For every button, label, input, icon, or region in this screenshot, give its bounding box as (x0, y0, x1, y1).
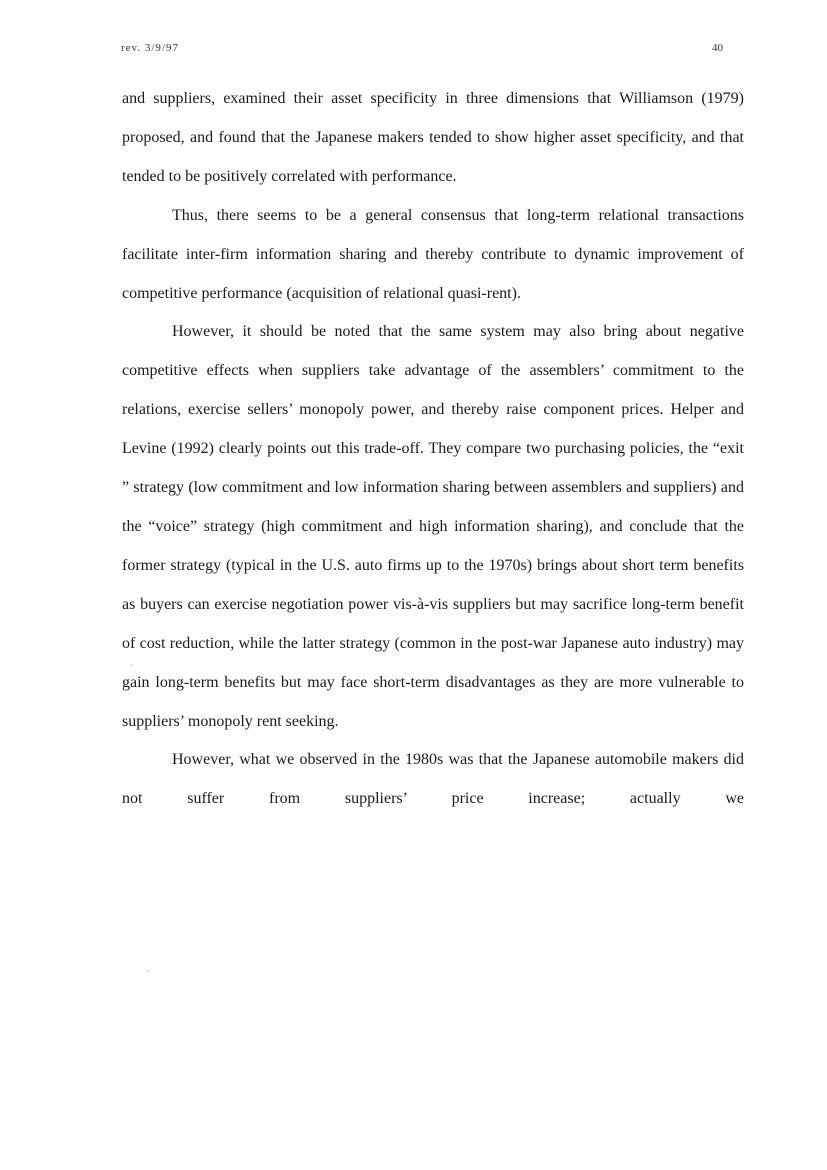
paragraph-observation: However, what we observed in the 1980s was that the Japanese automobile makers did not suffer from suppliers’ price increase; actually we (122, 751, 744, 808)
paragraph-tradeoff: However, it should be noted that the same system may also bring about negative competitive effects when suppliers take advantage of the assemblers’ commitment to the relations, exercise sellers’ monopoly power, and thereby raise component prices. Helper and Levine (1992) clearly points out this trade-off. They compare two purchasing policies, the “exit ” strategy (low commitment and low information sharing between assemblers and suppliers) and the “voice” strategy (high commitment and high information sharing), and conclude that the former strategy (typical in the U.S. auto firms up to the 1970s) brings about short term benefits as buyers can exercise negotiation power vis-à-vis suppliers but may sacrifice long-term benefit of cost reduction, while the latter strategy (common in the post-war Japanese auto industry) may gain long-term benefits but may face short-term disadvantages as they are more vulnerable to suppliers’ monopoly rent seeking. (122, 323, 744, 730)
body-text (122, 80, 744, 819)
page-number: 40 (712, 42, 723, 54)
scan-speck: · (146, 966, 149, 976)
scan-speck: · (130, 660, 133, 670)
paragraph-continued: and suppliers, examined their asset specificity in three dimensions that Williamson (1979) proposed, and found that the Japanese makers tended to show higher asset specificity, and that tended to be positively correlated with performance. (122, 90, 744, 185)
paragraph-consensus: Thus, there seems to be a general consensus that long-term relational transactions facilitate inter-firm information sharing and thereby contribute to dynamic improvement of competitive performance (acquisition of relational quasi-rent). (122, 206, 744, 302)
revision-date: rev. 3/9/97 (121, 42, 179, 54)
